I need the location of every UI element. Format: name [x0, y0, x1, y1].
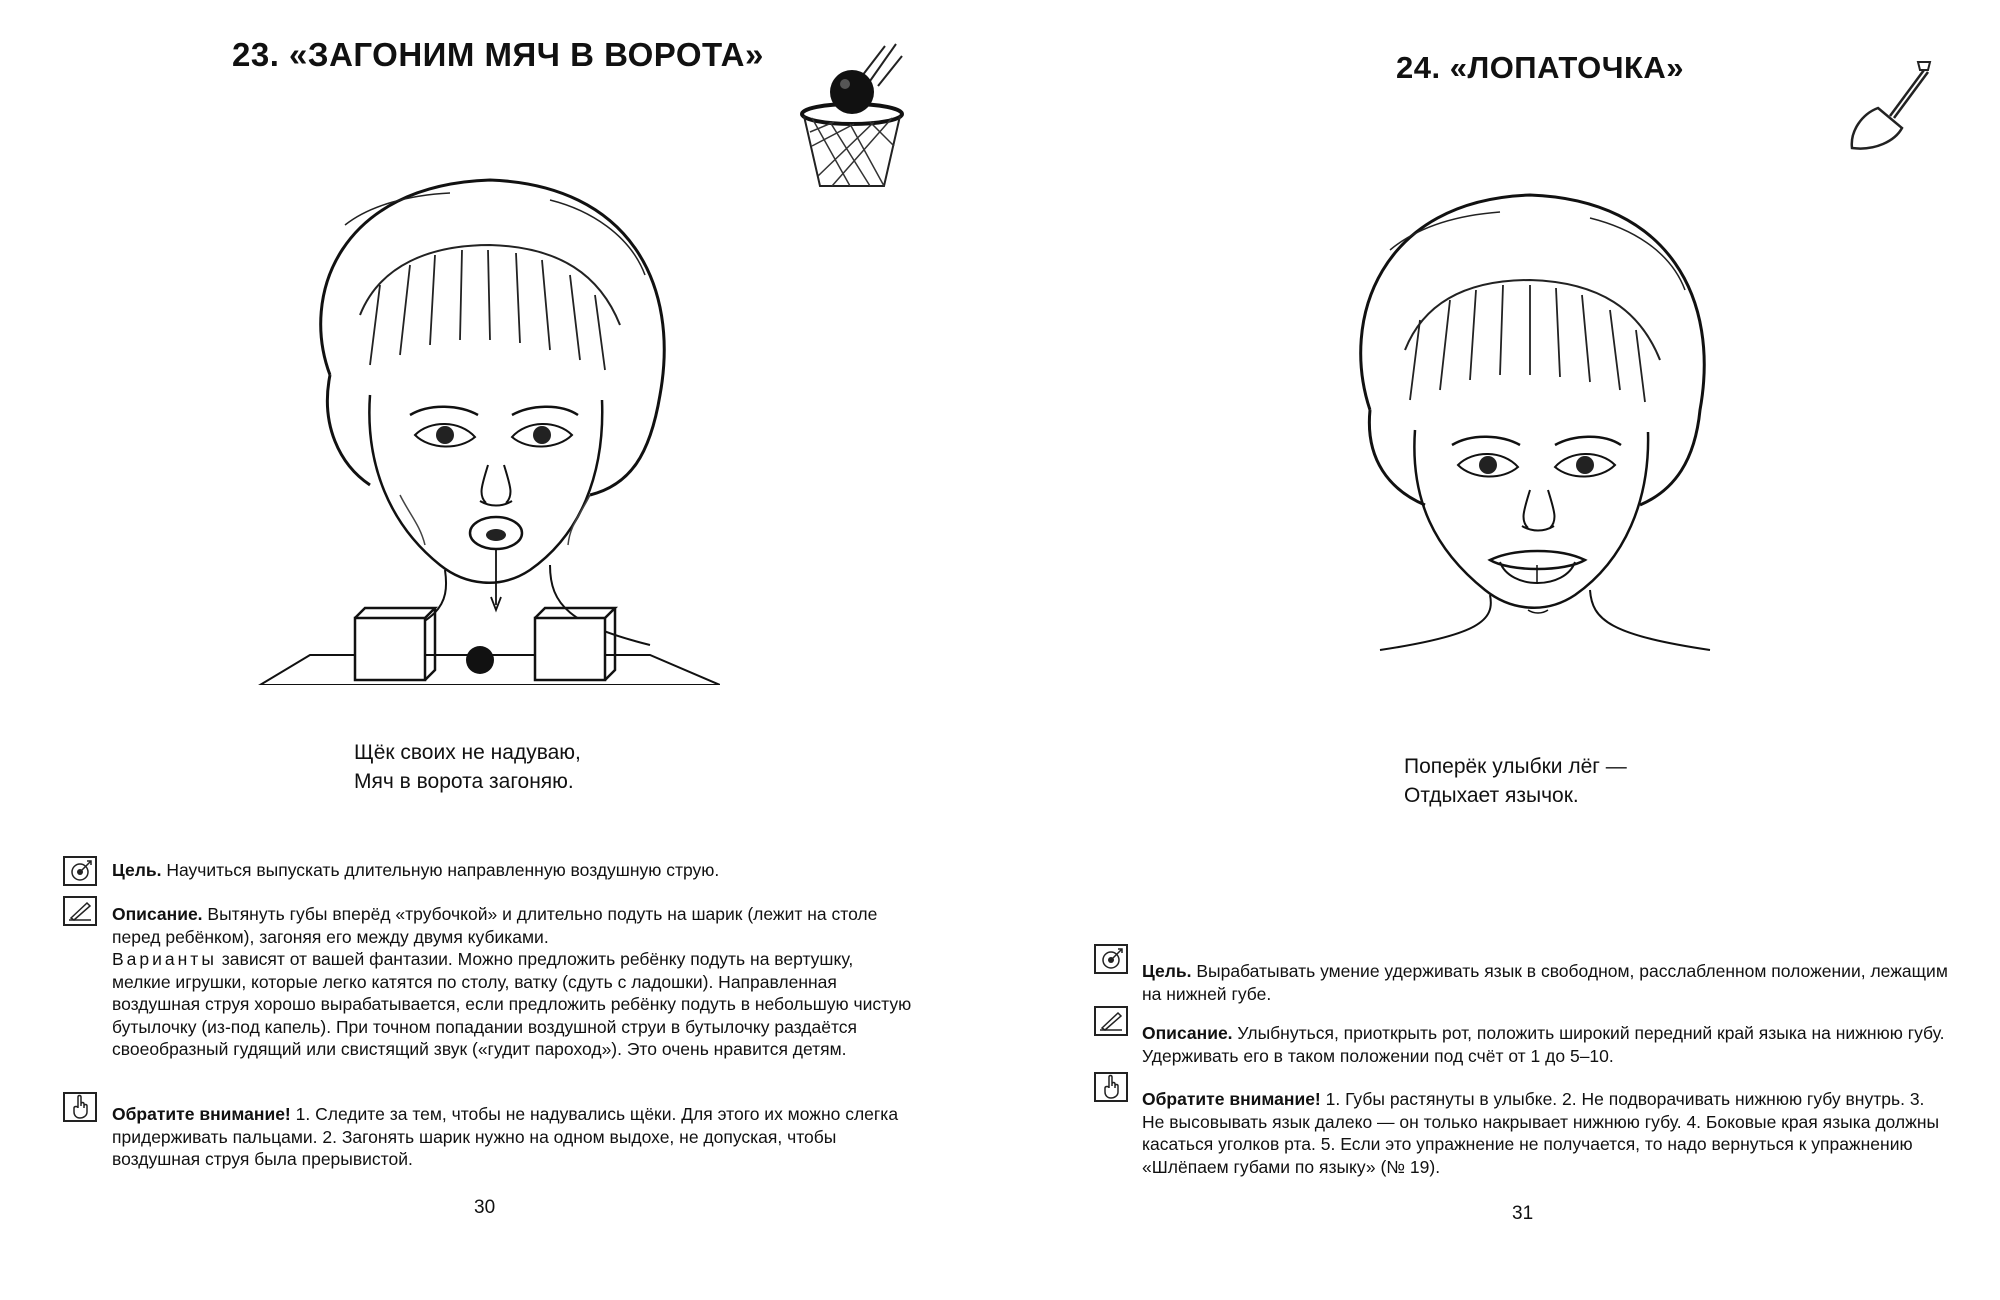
attention-label: Обратите внимание!: [112, 1104, 291, 1124]
pointing-hand-icon: [1094, 1072, 1128, 1102]
description-label: Описание.: [112, 904, 203, 924]
exercise-title: 24. «ЛОПАТОЧКА»: [1396, 50, 1685, 85]
pencil-icon: [63, 896, 97, 926]
page-number: 30: [474, 1197, 496, 1218]
description-text: Улыбнуться, приоткрыть рот, положить широкий передний край языка на нижнюю губу. Удерживать его в таком положении под счёт от 1 до 5–10.: [1142, 1023, 1945, 1066]
attention-section: [112, 1103, 918, 1171]
poem: [1404, 752, 1627, 810]
goal-section: [112, 859, 922, 882]
goal-text: Вырабатывать умение удерживать язык в свободном, расслабленном положении, лежащим на нижней губе.: [1142, 961, 1948, 1004]
attention-label: Обратите внимание!: [1142, 1089, 1321, 1109]
attention-text: 1. Губы растянуты в улыбке. 2. Не подворачивать нижнюю губу внутрь. 3. Не высовывать язык далеко — он только накрывает нижнюю губу. 4. Боковые края языка должны касаться уголков рта. 5. Если это упражнение не получается, то надо вернуться к упражнению «Шлёпаем губами по языку» (№ 19).: [1142, 1089, 1940, 1177]
attention-text: 1. Следите за тем, чтобы не надувались щёки. Для этого их можно слегка придерживать пальцами. 2. Загонять шарик нужно на одном выдохе, не допуская, чтобы воздушная струя была прерывистой.: [112, 1104, 899, 1169]
pointing-hand-icon: [63, 1092, 97, 1122]
description-section: [1142, 1022, 1947, 1067]
cubes-and-ball-illustration: [340, 600, 620, 690]
poem: [354, 738, 581, 796]
description-section: [112, 903, 912, 1061]
page-number: 31: [1512, 1203, 1534, 1224]
attention-section: [1142, 1088, 1948, 1178]
target-icon: [1094, 944, 1128, 974]
poem-line: Мяч в ворота загоняю.: [354, 770, 574, 793]
shovel-icon: [1840, 56, 1940, 156]
goal-label: Цель.: [112, 860, 162, 880]
target-icon: [63, 856, 97, 886]
right-page: [1000, 0, 2000, 1300]
description-text: Вытянуть губы вперёд «трубочкой» и длительно подуть на шарик (лежит на столе перед ребёнком), загоняя его между двумя кубиками.: [112, 904, 878, 947]
child-spatula-illustration: [1300, 170, 1760, 670]
goal-label: Цель.: [1142, 961, 1192, 981]
poem-line: Отдыхает язычок.: [1404, 784, 1579, 807]
exercise-title: 23. «ЗАГОНИМ МЯЧ В ВОРОТА»: [232, 36, 764, 73]
goal-section: [1142, 960, 1950, 1005]
variants-text: зависят от вашей фантазии. Можно предложить ребёнку подуть на вертушку, мелкие игрушки, которые легко катятся по столу, ватку (сдуть с ладошки). Направленная воздушная струя хорошо вырабатывается, если предложить ребёнку подуть в небольшую чистую бутылочку (из-под капель). При точном попадании воздушной струи в бутылочку раздаётся своеобразный гудящий или свистящий звук («гудит пароход»). Это очень нравится детям.: [112, 949, 912, 1059]
poem-line: Поперёк улыбки лёг —: [1404, 755, 1627, 778]
description-label: Описание.: [1142, 1023, 1233, 1043]
poem-line: Щёк своих не надуваю,: [354, 741, 581, 764]
basketball-hoop-icon: [790, 36, 920, 196]
pencil-icon: [1094, 1006, 1128, 1036]
goal-text: Научиться выпускать длительную направленную воздушную струю.: [166, 860, 720, 880]
variants-label: Варианты: [112, 949, 217, 969]
